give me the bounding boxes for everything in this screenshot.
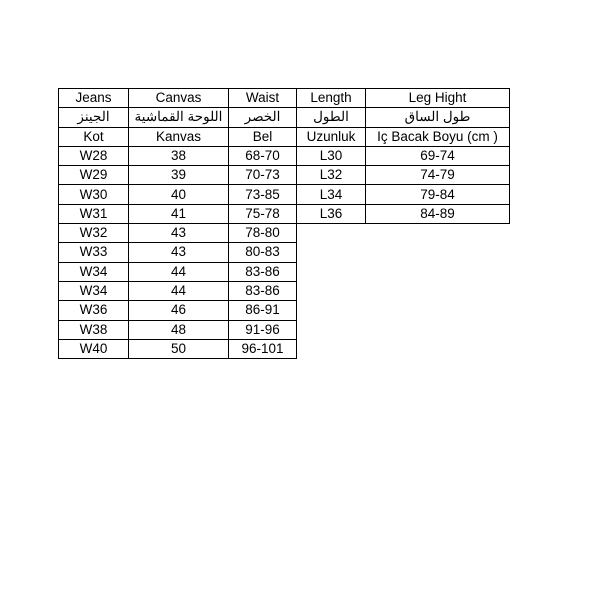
jeans-size-table-lower <box>58 223 297 359</box>
jeans-size-cell: W40 <box>59 339 129 358</box>
length-size-cell: L34 <box>297 185 366 204</box>
leg-range-cell: 69-74 <box>366 146 510 165</box>
header-row-turkish <box>297 127 510 146</box>
length-size-cell: L30 <box>297 146 366 165</box>
waist-range-cell: 80-83 <box>229 243 297 262</box>
waist-range-cell: 70-73 <box>229 166 297 185</box>
length-size-table <box>296 88 510 224</box>
jeans-size-table-upper <box>58 88 297 224</box>
header-row-english <box>59 89 297 108</box>
jeans-table-column <box>58 88 297 359</box>
canvas-size-cell: 46 <box>129 301 229 320</box>
table-row <box>59 320 297 339</box>
table-row <box>59 262 297 281</box>
waist-range-cell: 96-101 <box>229 339 297 358</box>
table-row <box>59 166 297 185</box>
table-row <box>59 224 297 243</box>
waist-range-cell: 78-80 <box>229 224 297 243</box>
canvas-size-cell: 44 <box>129 281 229 300</box>
header-leg-hight-tr: Iç Bacak Boyu (cm ) <box>366 127 510 146</box>
waist-range-cell: 73-85 <box>229 185 297 204</box>
table-row <box>297 185 510 204</box>
table-row <box>59 185 297 204</box>
header-jeans-en: Jeans <box>59 89 129 108</box>
canvas-size-cell: 41 <box>129 204 229 223</box>
waist-range-cell: 75-78 <box>229 204 297 223</box>
table-row <box>59 301 297 320</box>
header-canvas-ar: اللوحة القماشية <box>129 108 229 127</box>
table-row <box>297 204 510 223</box>
table-row <box>297 146 510 165</box>
table-row <box>59 339 297 358</box>
header-row-turkish <box>59 127 297 146</box>
leg-range-cell: 84-89 <box>366 204 510 223</box>
table-row <box>297 166 510 185</box>
table-row <box>59 204 297 223</box>
size-chart <box>58 88 510 359</box>
header-leg-hight-en: Leg Hight <box>366 89 510 108</box>
jeans-size-cell: W34 <box>59 262 129 281</box>
waist-range-cell: 83-86 <box>229 281 297 300</box>
canvas-size-cell: 50 <box>129 339 229 358</box>
jeans-size-cell: W34 <box>59 281 129 300</box>
waist-range-cell: 83-86 <box>229 262 297 281</box>
jeans-size-cell: W38 <box>59 320 129 339</box>
leg-range-cell: 74-79 <box>366 166 510 185</box>
jeans-size-cell: W32 <box>59 224 129 243</box>
jeans-size-cell: W36 <box>59 301 129 320</box>
header-row-arabic <box>297 108 510 127</box>
header-jeans-tr: Kot <box>59 127 129 146</box>
header-waist-en: Waist <box>229 89 297 108</box>
table-row <box>59 243 297 262</box>
jeans-size-cell: W33 <box>59 243 129 262</box>
canvas-size-cell: 43 <box>129 243 229 262</box>
header-length-en: Length <box>297 89 366 108</box>
header-length-ar: الطول <box>297 108 366 127</box>
table-row <box>59 146 297 165</box>
leg-range-cell: 79-84 <box>366 185 510 204</box>
header-canvas-tr: Kanvas <box>129 127 229 146</box>
header-waist-ar: الخصر <box>229 108 297 127</box>
canvas-size-cell: 38 <box>129 146 229 165</box>
length-size-cell: L36 <box>297 204 366 223</box>
waist-range-cell: 91-96 <box>229 320 297 339</box>
header-canvas-en: Canvas <box>129 89 229 108</box>
canvas-size-cell: 39 <box>129 166 229 185</box>
jeans-size-cell: W30 <box>59 185 129 204</box>
length-size-cell: L32 <box>297 166 366 185</box>
canvas-size-cell: 40 <box>129 185 229 204</box>
jeans-size-cell: W29 <box>59 166 129 185</box>
header-waist-tr: Bel <box>229 127 297 146</box>
canvas-size-cell: 48 <box>129 320 229 339</box>
waist-range-cell: 68-70 <box>229 146 297 165</box>
header-leg-hight-ar: طول الساق <box>366 108 510 127</box>
canvas-size-cell: 43 <box>129 224 229 243</box>
header-jeans-ar: الجينز <box>59 108 129 127</box>
header-row-arabic <box>59 108 297 127</box>
header-row-english <box>297 89 510 108</box>
waist-range-cell: 86-91 <box>229 301 297 320</box>
canvas-size-cell: 44 <box>129 262 229 281</box>
header-length-tr: Uzunluk <box>297 127 366 146</box>
jeans-size-cell: W31 <box>59 204 129 223</box>
table-row <box>59 281 297 300</box>
jeans-size-cell: W28 <box>59 146 129 165</box>
